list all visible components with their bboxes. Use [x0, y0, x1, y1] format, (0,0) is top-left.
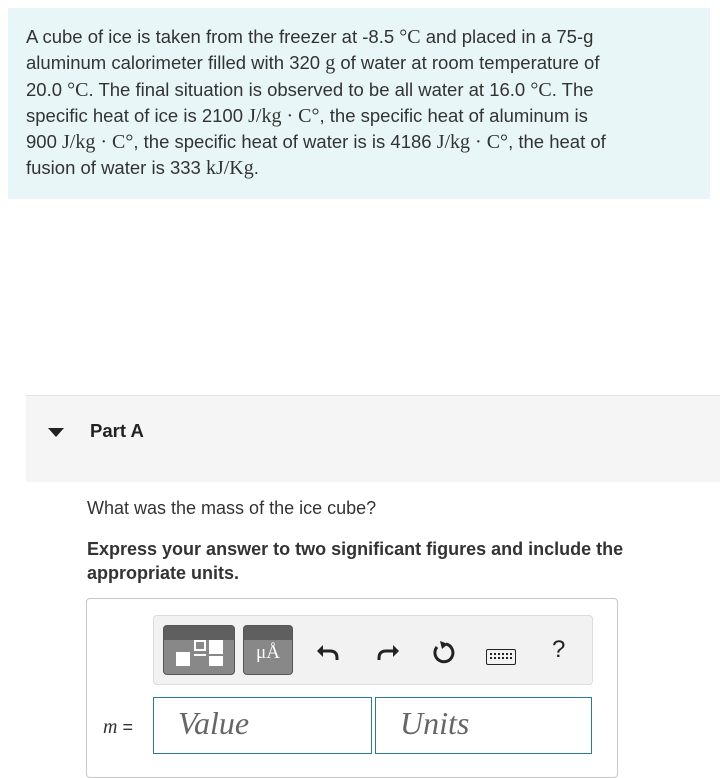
problem-line: aluminum calorimeter filled with 320 g of water at room temperature of — [26, 52, 600, 75]
reset-icon[interactable] — [429, 638, 457, 666]
part-a-header[interactable] — [26, 395, 720, 482]
problem-line: fusion of water is 333 kJ/Kg. — [26, 157, 259, 180]
answer-panel — [86, 598, 618, 778]
equals-sign: = — [122, 717, 133, 737]
math-toolbar — [153, 615, 593, 685]
problem-statement — [8, 8, 710, 199]
problem-line: A cube of ice is taken from the freezer at -8.5 °C and placed in a 75-g — [26, 26, 594, 48]
keyboard-icon[interactable] — [486, 649, 516, 665]
value-input[interactable]: Value — [153, 697, 372, 754]
answer-instructions: Express your answer to two significant figures and include the appropriate units. — [87, 539, 624, 583]
redo-icon[interactable] — [374, 638, 402, 666]
variable-label — [103, 716, 133, 739]
templates-button[interactable] — [163, 625, 235, 675]
caret-down-icon[interactable] — [48, 428, 64, 437]
units-button[interactable] — [243, 625, 293, 675]
units-input[interactable]: Units — [375, 697, 592, 754]
problem-line: 900 J/kg · C°, the specific heat of water is is 4186 J/kg · C°, the heat of — [26, 131, 606, 154]
units-icon: μÅ — [256, 642, 280, 663]
problem-line: specific heat of ice is 2100 J/kg · C°, the specific heat of aluminum is — [26, 104, 588, 127]
part-title: Part A — [90, 420, 144, 441]
variable-name: m — [103, 716, 118, 738]
undo-icon[interactable] — [314, 638, 342, 666]
help-icon[interactable]: ? — [552, 636, 566, 663]
problem-line: 20.0 °C. The final situation is observed to be all water at 16.0 °C. The — [26, 78, 594, 101]
question-text: What was the mass of the ice cube? — [87, 498, 377, 518]
